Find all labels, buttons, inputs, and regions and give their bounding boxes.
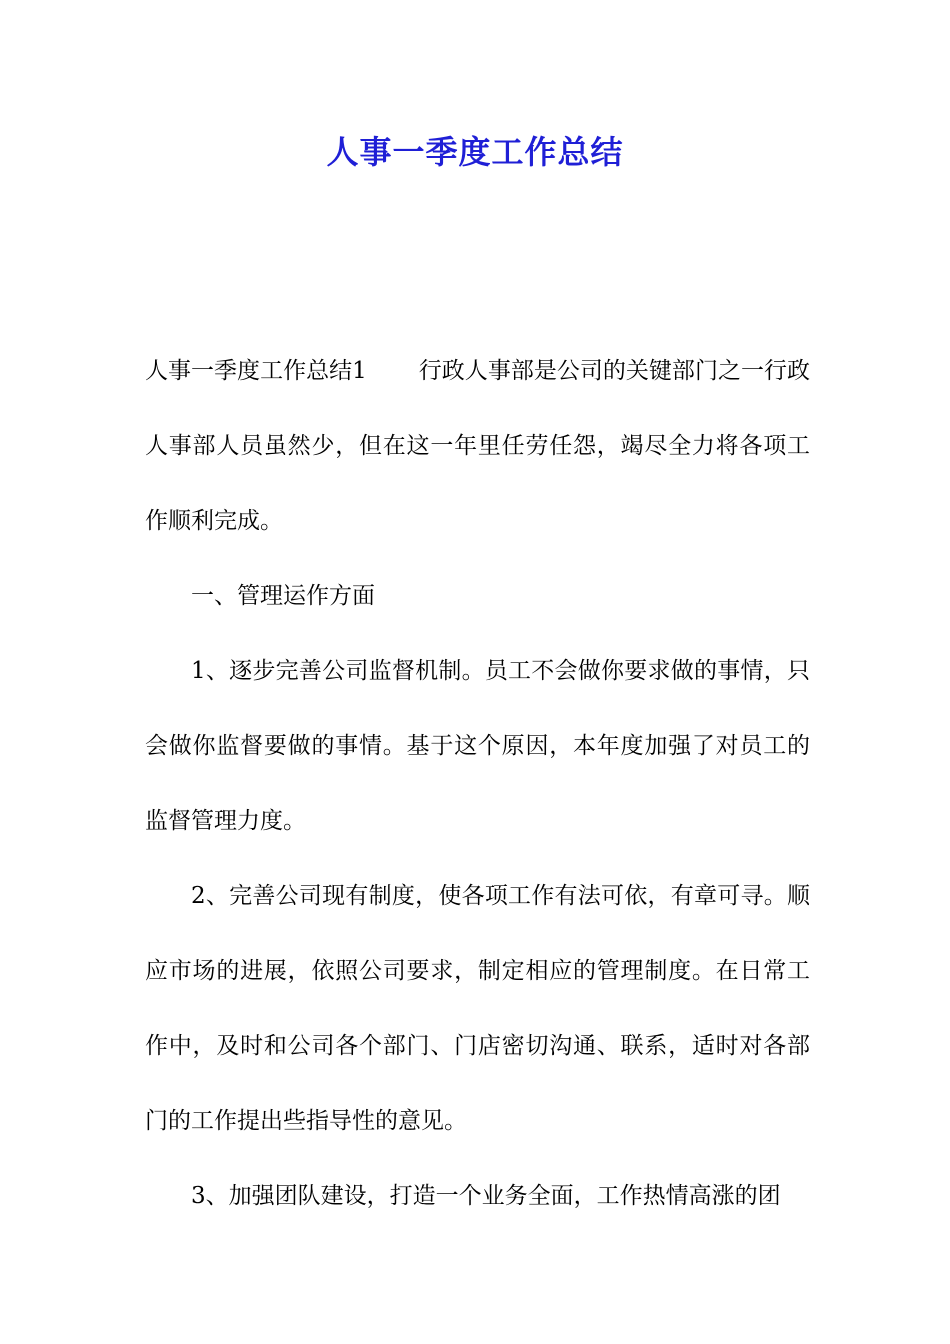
document-title: 人事一季度工作总结 [326,133,624,171]
intro-text: 行政人事部是公司的关键部门之一行政人事部人员虽然少，但在这一年里任劳任怨，竭尽全力将各项工作顺利完成。 [145,358,811,534]
intro-heading: 人事一季度工作总结1 [145,358,367,384]
intro-paragraph [145,334,810,559]
paragraph-item-2: 2、完善公司现有制度，使各项工作有法可依，有章可寻。顺应市场的进展，依照公司要求，制定相应的管理制度。在日常工作中，及时和公司各个部门、门店密切沟通、联系，适时对各部门的工作提出些指导性的意见。 [145,883,810,1134]
document-body [145,334,810,1234]
paragraph-item-1: 1、逐步完善公司监督机制。员工不会做你要求做的事情，只会做你监督要做的事情。基于这个原因，本年度加强了对员工的监督管理力度。 [145,658,810,834]
paragraph-item-3: 3、加强团队建设，打造一个业务全面，工作热情高涨的团 [191,1183,781,1209]
section-heading-management: 一、管理运作方面 [191,583,375,609]
